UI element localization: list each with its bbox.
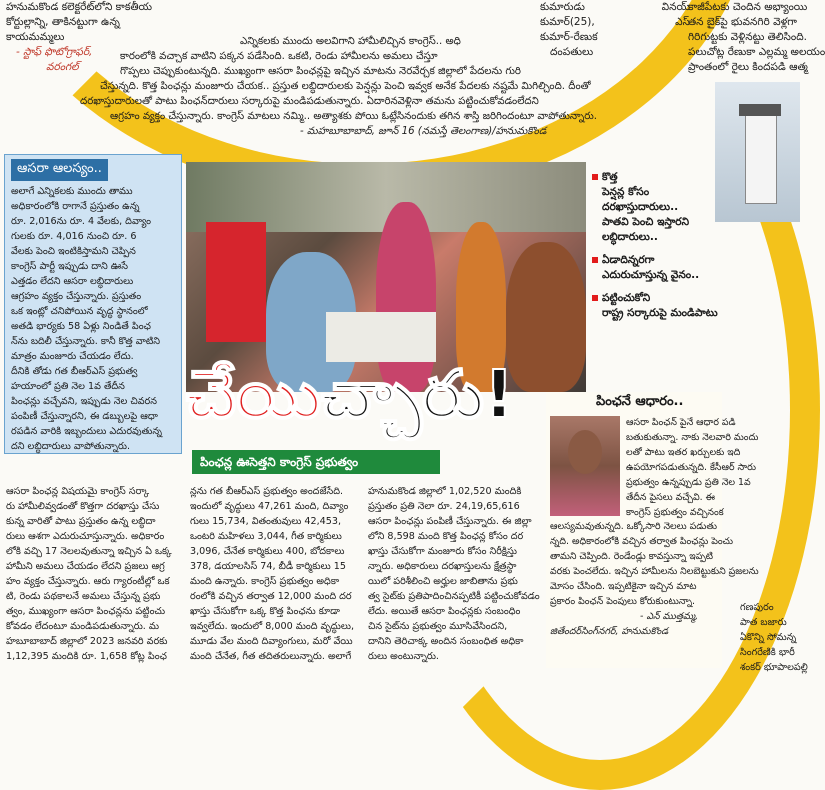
pension-box [546, 392, 759, 668]
aasara-heading: ఆసరా ఆలస్యం.. [11, 159, 108, 181]
bullet-item: ఏడాదిన్నరగా ఎదురుచూస్తున్న వైనం.. [592, 251, 712, 281]
article-column-2: న్లను గత బీఆర్‌ఎస్ ప్రభుత్వం అందజేసేది. ఇందులో వృద్ధులు 47,261 మంది, దివ్యాం గులు 15,734, వితంతువులు 42,453, ఒంటరి మహిళలు 3,044, గీత కార్మికులు 3,096, చేనేత కార్మికులు 400, బోదకాలు 378, డయాలసిస్ 74, బీడీ కార్మికులు 15 మంది ఉన్నారు. కాంగ్రెస్ ప్రభుత్వం అధికా రంలోకి వచ్చిన తర్వాత 12,000 మంది దర ఖాస్తు చేసుకోగా ఒక్క కొత్త పింఛను కూడా ఇవ్వలేదు. ఇందులో 8,000 మంది వృద్ధులు, మూడు వేల మంది దివ్యాంగులు, మరో వేయి మంది చేనేత, గీత తదితరులున్నారు. అలాగే [190, 486, 355, 662]
article-column-1: ఆసరా పింఛన్ల విషయమై కాంగ్రెస్ సర్కా రు హామీలివ్వడంతో కొత్తగా దరఖాస్తు చేసు కున్న వారితో పాటు ప్రస్తుతం ఉన్న లబ్ధిదా రులు ఆశగా ఎదురుచూస్తున్నారు. అధికారం లోకి వచ్చి 17 నెలలవుతున్నా ఇచ్చిన ఏ ఒక్క హామీని అమలు చేయడం లేదని ప్రజలు ఆగ్ర హం వ్యక్తం చేస్తున్నారు. ఆరు గ్యారంటీల్లో ఒక టి, రెండు పథకాలనే అమలు చేస్తున్న ప్రభు త్వం, ముఖ్యంగా ఆసరా పింఛన్లను పట్టించు కోవడం లేదంటూ మండిపడుతున్నారు. మ హబూబాబాద్ జిల్లాలో 2023 జనవరి వరకు 1,12,395 మందికి రూ. 1,658 కోట్ల పింఛ [6, 486, 172, 662]
bullet-item: పట్టించుకోని రాష్ట్ర సర్కారుపై మండిపాటు [592, 289, 712, 319]
top-right-names: కుమారుడు వినయ్ కుమార్(25), ఎస్ కుమార్-రేణుక దంపతులు [540, 1, 690, 58]
portrait-photo [550, 416, 620, 516]
headline [186, 350, 586, 440]
right-edge-column: గణపురం పాత బజారు ఏకొన్ని సోమన్న సింగరేణికి భారీ శంకర్ భూపాలపల్లి [740, 602, 808, 673]
subhead: పింఛన్ల ఊసెత్తని కాంగ్రెస్ ప్రభుత్వం [192, 450, 440, 474]
intro-paragraph: ఎన్నికలకు ముందు అలవిగాని హామీలిచ్చిన కాంగ్రెస్.. అధి కారంలోకి వచ్చాక వాటిని పక్కన పడేసింది. ఒకటి, రెండు హామీలను అమలు చేస్తూ గొప్పలు చెప్పుకుంటున్నది. ముఖ్యంగా ఆసరా పింఛన్లపై ఇచ్చిన మాటను నెరవేర్చక జిల్లాలో పేదలను గురి చేస్తున్నది. కొత్త పింఛన్లు మంజూరు చేయక.. ప్రస్తుత లబ్ధిదారులకు పెన్షన్లు పెంచి ఇవ్వక అనేక పేదలకు నష్టమే మిగిల్చింది. దీంతో దరఖాస్తుదారులతో పాటు పింఛన్‌దారులు సర్కారుపై మండిపడుతున్నారు. ఏదారినవెళ్లినా తమను పట్టించుకోవడంలేదని ఆగ్రహం వ్యక్తం చేస్తున్నారు. కాంగ్రెస్ మాటలు నమ్మి.. అత్యాశకు పోయి ఓట్లేసినందుకు తగిన శాస్తి జరిగిందంటూ వాపోతున్నారు. - మహబూబాబాద్, జూన్ 16 (నమస్తే తెలంగాణ)/హనుమకొండ [80, 36, 598, 137]
headline-red: చేయి [186, 356, 322, 433]
top-right-column: కాజీపేటకు చెందిన అభ్యాంయి తన బైక్‌పై భువనగిరి వెళ్లగా గిరిగుట్టకు వెళ్లినట్టు తెలిసింది. పలుచోట్ల రేణుకా ఎల్లమ్మ అలయం ప్రాంతంలో రైలు కిందపడి ఆత్మ [688, 1, 825, 73]
article-column-3: హనుమకొండ జిల్లాలో 1,02,520 మందికి ప్రస్తుతం ప్రతి నెలా రూ. 24,19,65,616 ఆసరా పింఛన్లు పంపిణీ చేస్తున్నారు. ఈ జిల్లా లోని 8,598 మంది కొత్త పింఛన్ల కోసం దర ఖాస్తు చేసుకోగా మంజూరు కోసం నిరీక్షిస్తు న్నారు. అధికారులు దరఖాస్తులను క్షేత్రస్థా యిలో పరిశీలించి అర్హుల జాబితాను ప్రభు త్వ సైట్‌కు ప్రతిపాదించినప్పటికీ పట్టించుకోవడం లేదు. అయితే ఆసరా పింఛన్లకు సంబంధిం చిన సైట్‌ను ప్రభుత్వం మూసివేసిందని, దానిని తెరిచాక్క అందిన సంబంధిత అధికా రులు అంటున్నారు. [368, 486, 540, 662]
tower-photo [715, 82, 800, 222]
aasara-box [4, 154, 182, 454]
bullet-list [592, 168, 718, 319]
bullet-item: కొత్త పెన్షన్ల కోసం దరఖాస్తుదారులు.. పాతవి పెంచి ఇస్తారని లబ్ధిదారులు.. [592, 168, 712, 243]
pension-quote-cont: ఆలస్యమవుతున్నది. ఒక్కోసారి నెలలు పడుతు న్నది. అధికారంలోకి వచ్చిన తర్వాత పింఛన్లు పెంచు తామని చెప్పింది. రెండేండ్లు కావస్తున్నా ఇప్పటి వరకు పెంచలేదు. ఇచ్చిన హామీలను నిలబెట్టుకుని ప్రజలను మోసం చేసింది. ఇప్పటికైనా ఇచ్చిన మాట ప్రకారం పింఛన్ పెంపులు కోరుకుంటున్నా. - ఎన్ ముత్తమ్మ, జితేందర్‌సింగ్‌నగర్, హనుమకొండ [550, 521, 759, 637]
aasara-text: అలాగే ఎన్నికలకు ముందు తాము అధికారంలోకి రాగానే ప్రస్తుతం ఉన్న రూ. 2,016ను రూ. 4 వేలకు, దివ్యాం గులకు రూ. 4,016 నుంచి రూ. 6 వేలకు పెంచి ఇంటికిస్తామని చెప్పిన కాంగ్రెస్ పార్టీ ఇప్పుడు దాని ఊసే ఎత్తడం లేదని ఆసరా లబ్ధిదారులు ఆగ్రహం వ్యక్తం చేస్తున్నారు. ప్రస్తుతం ఒక ఇంట్లో చనిపోయిన వృద్ధ స్థానంలో అతడి భార్యకు 58 ఏళ్లు నిండితే పింఛ న్‌ను బదిలీ చేస్తున్నారు. కానీ కొత్త వాటిని మాత్రం మంజూరు చేయడం లేదు. దీనికి తోడు గత బీఆర్‌ఎస్ ప్రభుత్వ హయాంలో ప్రతి నెల 1వ తేదీన పింఛన్లు వచ్చేవని, ఇప్పుడు నెల చివరన పంపిణీ చేస్తున్నారని, ఈ డబ్బులపై ఆధా రపడిన వారికి ఇబ్బందులు ఎదురవుతున్న దని లబ్ధిదారులు వాపోతున్నారు. [11, 186, 162, 452]
pension-quote: ఆసరా పింఛన్ పైనే ఆధార పడి బతుకుతున్నా. నాకు నెలవారి మందు లతో పాటు ఇతర ఖర్చులకు ఇది ఉపయోగపడుతున్నది. కేసీఆర్ సారు ప్రభుత్వం ఉన్నప్పుడు ప్రతి నెల 1వ తేదీన పైసలు వచ్చేవి. ఈ కాంగ్రెస్ ప్రభుత్వం వచ్చినంక [626, 417, 759, 518]
left-top-caption: హనుమకొండ కలెక్టరేట్‌లోని కాకతీయ కోర్టుల్లాన్ని, తాకినట్టుగా ఉన్న కాయమమ్మలు - స్టాఫ్ ఫొటోగ్రాఫర్, వరంగల్ [6, 1, 153, 73]
pension-heading: పింఛనే ఆధారం.. [596, 394, 684, 409]
headline-black: చ్చారు! [321, 356, 515, 433]
